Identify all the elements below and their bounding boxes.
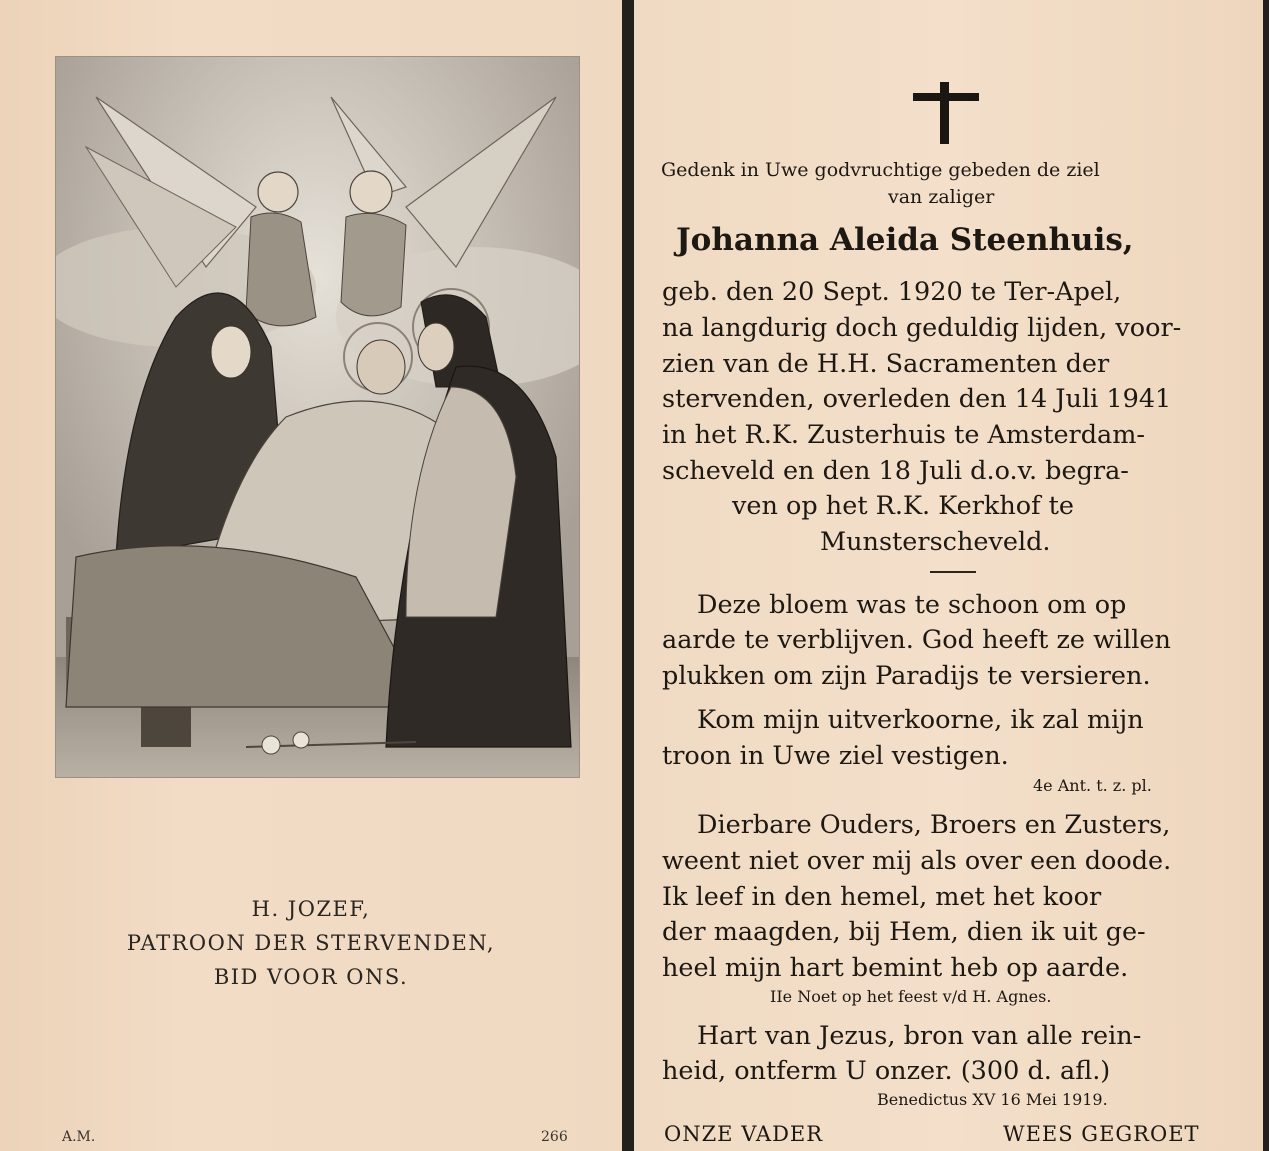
cross-icon [913,82,979,144]
verse2-line-2: troon in Uwe ziel vestigen. [662,741,1009,771]
verse3-line-3: Ik leef in den hemel, met het koor [662,882,1102,912]
card-number: 266 [541,1129,568,1145]
caption-line-3: BID VOOR ONS. [213,965,409,989]
footer-hail-mary: WEES GEGROET [1003,1122,1200,1146]
death-of-saint-joseph-illustration [56,57,579,777]
bio-line-8: Munsterscheveld. [820,527,1051,557]
footer-our-father: ONZE VADER [664,1122,824,1146]
verse3-line-1: Dierbare Ouders, Broers en Zusters, [697,810,1171,840]
caption-line-2: PATROON DER STERVENDEN, [126,931,496,955]
verse2-source: 4e Ant. t. z. pl. [1033,776,1152,795]
caption-line-1: H. JOZEF, [251,897,371,921]
verse1-line-1: Deze bloem was te schoon om op [697,590,1127,620]
bio-line-2: na langdurig doch geduldig lijden, voor- [662,313,1182,343]
left-card [0,0,622,1151]
verse1-line-3: plukken om zijn Paradijs te versieren. [662,661,1151,691]
verse1-line-2: aarde te verblijven. God heeft ze willen [662,625,1171,655]
publisher-mark: A.M. [62,1129,96,1145]
intro-line-1: Gedenk in Uwe godvruchtige gebeden de ziel [661,159,1100,181]
section-divider [930,571,976,573]
bio-line-5: in het R.K. Zusterhuis te Amsterdam- [662,420,1146,450]
bio-line-3: zien van de H.H. Sacramenten der [662,349,1110,379]
prayer-line-1: Hart van Jezus, bron van alle rein- [697,1021,1142,1051]
prayer-source: Benedictus XV 16 Mei 1919. [877,1090,1108,1109]
verse3-line-4: der maagden, bij Hem, dien ik uit ge- [662,917,1146,947]
bio-line-6: scheveld en den 18 Juli d.o.v. begra- [662,456,1129,486]
verse3-line-5: heel mijn hart bemint heb op aarde. [662,953,1129,983]
intro-line-2: van zaliger [888,186,995,208]
prayer-line-2: heid, ontferm U onzer. (300 d. afl.) [662,1056,1111,1086]
verse3-source: IIe Noet op het feest v/d H. Agnes. [770,987,1052,1006]
bio-line-7: ven op het R.K. Kerkhof te [732,491,1074,521]
bio-line-4: stervenden, overleden den 14 Juli 1941 [662,384,1172,414]
deceased-name: Johanna Aleida Steenhuis, [676,222,1134,258]
devotional-engraving [55,56,580,778]
verse2-line-1: Kom mijn uitverkoorne, ik zal mijn [697,705,1144,735]
verse3-line-2: weent niet over mij als over een doode. [662,846,1172,876]
bio-line-1: geb. den 20 Sept. 1920 te Ter-Apel, [662,277,1122,307]
